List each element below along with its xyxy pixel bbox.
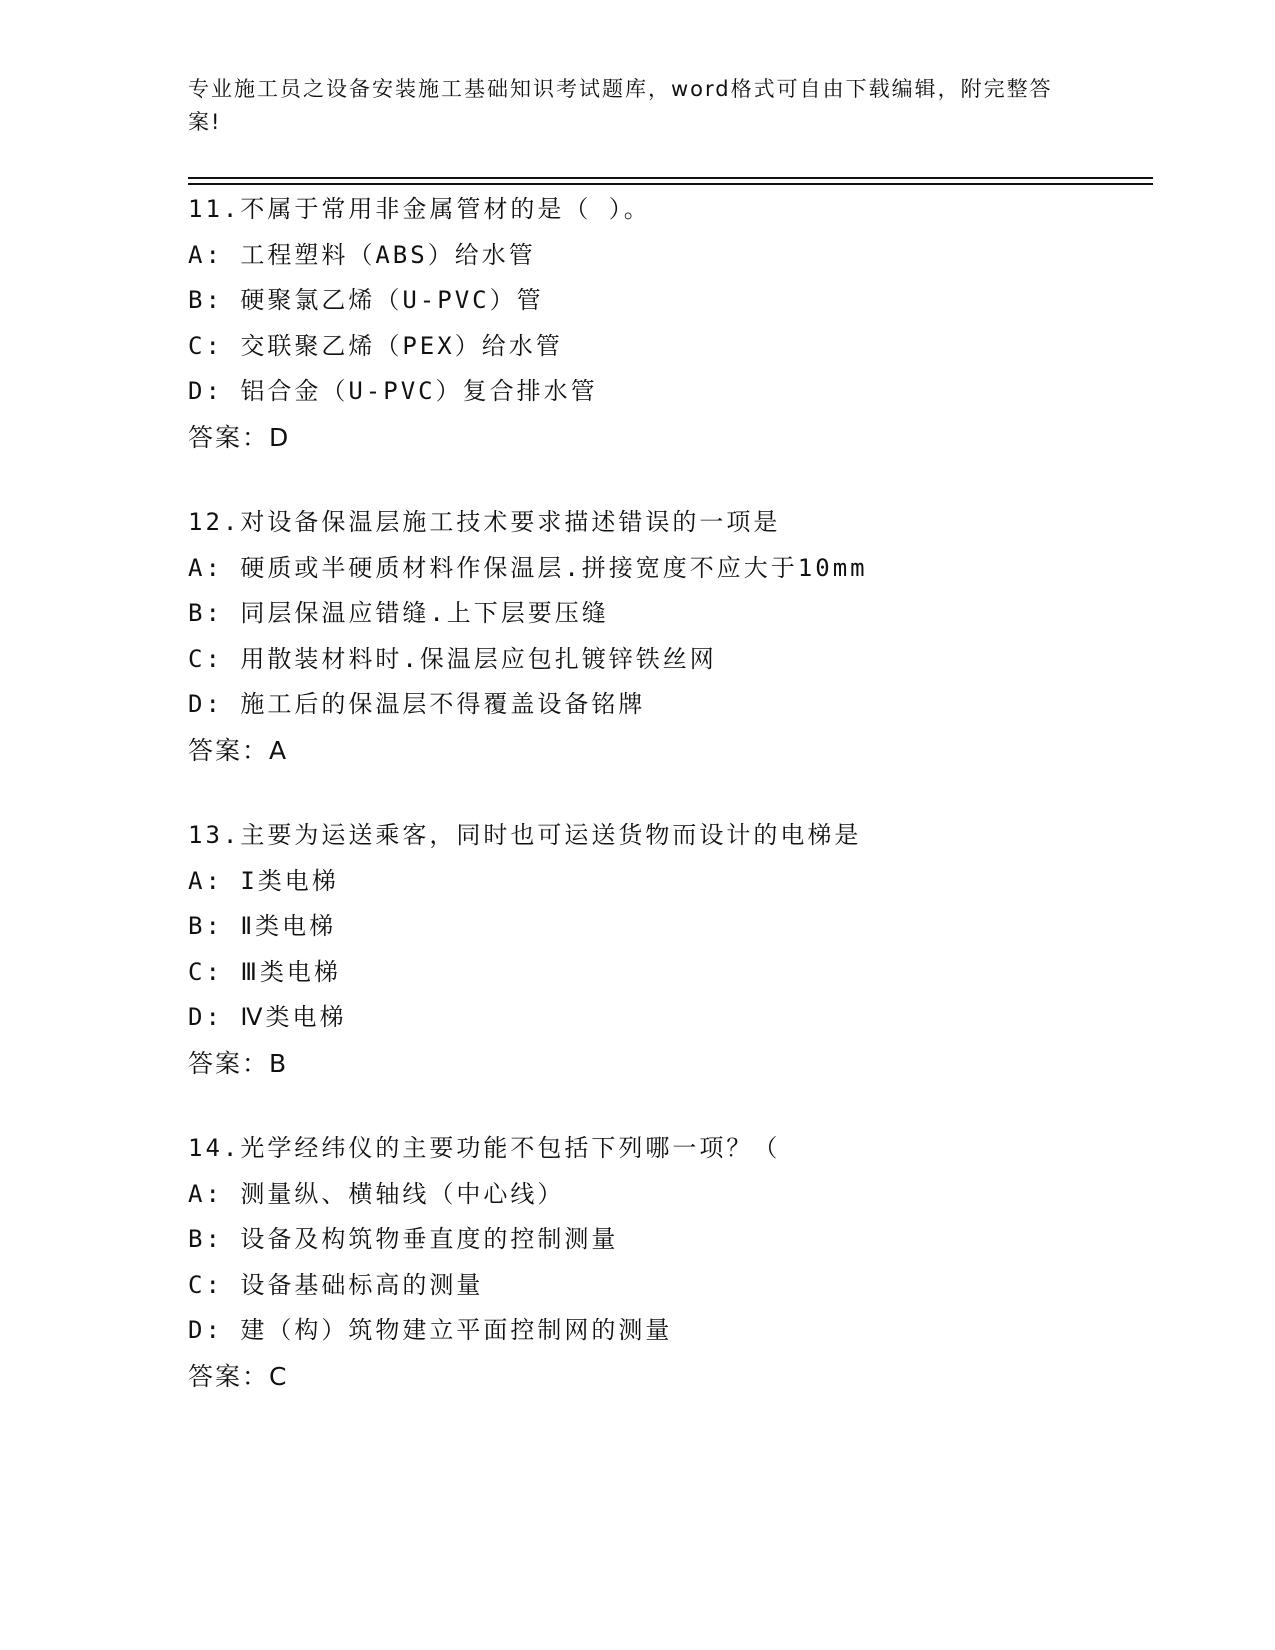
question-stem: 13.主要为运送乘客，同时也可运送货物而设计的电梯是 [188, 821, 862, 849]
answer: 答案：B [188, 1048, 289, 1078]
option-a: A: 测量纵、横轴线（中心线） [188, 1179, 565, 1208]
option-c: C: 设备基础标高的测量 [188, 1270, 484, 1299]
option-c: C: Ⅲ类电梯 [188, 957, 341, 986]
question-14 [188, 1126, 1153, 1399]
question-stem: 14.光学经纬仪的主要功能不包括下列哪一项？（ [188, 1134, 781, 1162]
option-d: D: 施工后的保温层不得覆盖设备铭牌 [188, 690, 646, 718]
option-b: B: 硬聚氯乙烯（U-PVC）管 [188, 286, 544, 314]
header-divider-bottom [188, 183, 1153, 185]
answer: 答案：D [188, 422, 291, 452]
header-divider-top [188, 177, 1153, 179]
option-c: C: 用散装材料时.保温层应包扎镀锌铁丝网 [188, 644, 717, 673]
option-d: D: 建（构）筑物建立平面控制网的测量 [188, 1316, 673, 1344]
option-d: D: 铝合金（U-PVC）复合排水管 [188, 377, 598, 405]
option-b: B: 设备及构筑物垂直度的控制测量 [188, 1225, 619, 1253]
question-13 [188, 813, 1153, 1086]
document-header: 专业施工员之设备安装施工基础知识考试题库，word格式可自由下载编辑，附完整答案! [188, 77, 1053, 134]
option-c: C: 交联聚乙烯（PEX）给水管 [188, 331, 563, 360]
answer: 答案：A [188, 735, 289, 765]
question-11 [188, 187, 1153, 460]
option-a: A: I类电梯 [188, 866, 339, 895]
question-stem: 12.对设备保温层施工技术要求描述错误的一项是 [188, 508, 781, 536]
question-12 [188, 500, 1153, 773]
option-b: B: 同层保温应错缝.上下层要压缝 [188, 599, 609, 627]
question-stem: 11.不属于常用非金属管材的是（ ）。 [188, 195, 651, 223]
option-a: A: 工程塑料（ABS）给水管 [188, 240, 536, 269]
option-a: A: 硬质或半硬质材料作保温层.拼接宽度不应大于10mm [188, 553, 868, 582]
answer: 答案：C [188, 1361, 289, 1391]
option-b: B: Ⅱ类电梯 [188, 912, 337, 940]
option-d: D: Ⅳ类电梯 [188, 1003, 347, 1031]
